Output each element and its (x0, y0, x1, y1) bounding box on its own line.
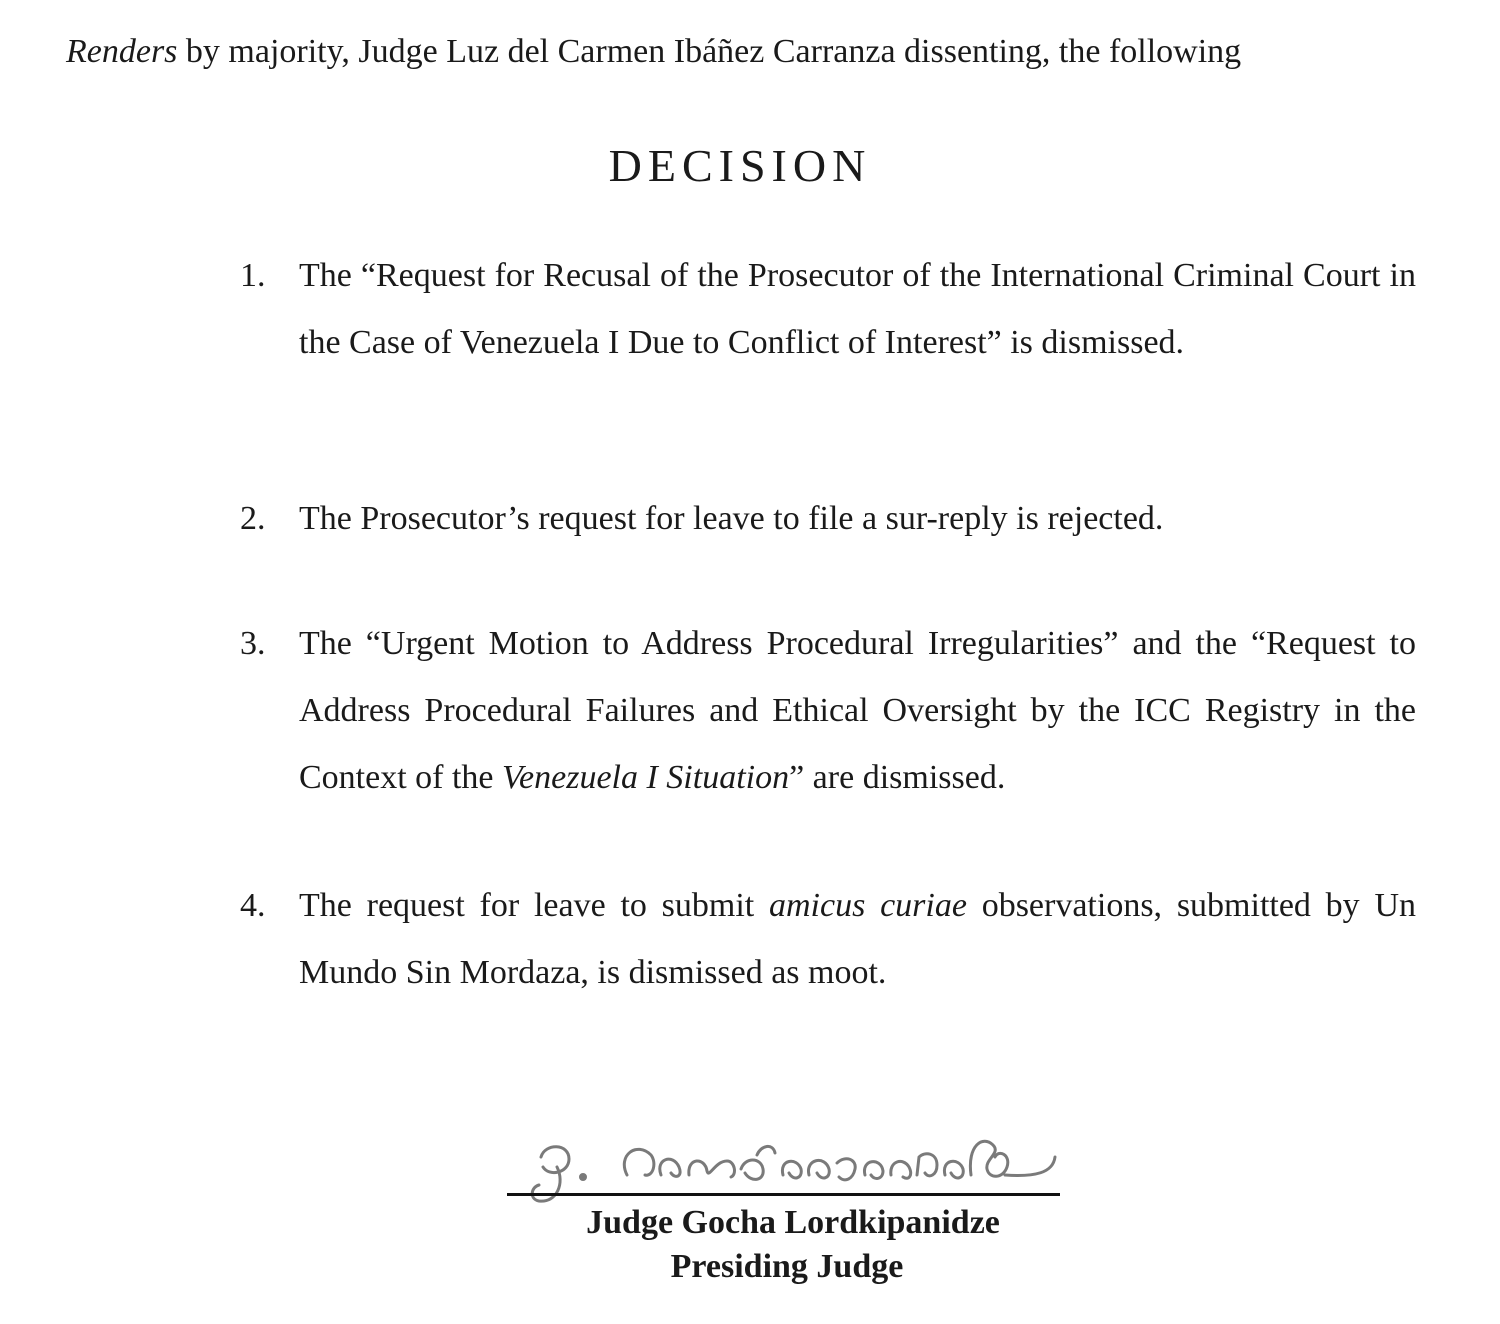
signature-stroke (1005, 1157, 1055, 1175)
decision-item-1 (240, 242, 1416, 376)
item-number: 4. (240, 887, 266, 924)
decision-heading: DECISION (608, 140, 872, 191)
signature-block (505, 1105, 1065, 1305)
signature-line (507, 1193, 1060, 1196)
intro-paragraph (66, 28, 1418, 76)
item-text-before: The request for leave to submit (299, 887, 769, 924)
intro-text: by majority, Judge Luz del Carmen Ibáñez Carranza dissenting, the following (177, 33, 1242, 70)
signature-stroke (581, 1175, 586, 1180)
decision-item-3 (240, 610, 1416, 811)
item-number: 3. (240, 625, 266, 662)
judge-title: Presiding Judge (670, 1248, 904, 1285)
item-text-before: The “Urgent Motion to Address Procedural Irregularities” and the “Request to Address Procedural Failures and Ethical Oversight by the ICC Registry in the Context of the (299, 625, 1416, 796)
item-text-after: ” are dismissed. (789, 759, 1006, 796)
item-text-italic: Venezuela I Situation (502, 759, 790, 796)
signature-stroke (624, 1141, 1008, 1180)
item-text: The “Request for Recusal of the Prosecutor of the International Criminal Court in the Case of Venezuela I Due to Conflict of Interest” is dismissed. (299, 257, 1416, 361)
item-text: The Prosecutor’s request for leave to file a sur-reply is rejected. (299, 500, 1164, 537)
decision-item-4 (240, 872, 1416, 1006)
item-text (299, 872, 1416, 1006)
handwritten-signature (505, 1105, 1065, 1205)
item-number: 1. (240, 257, 266, 294)
item-number: 2. (240, 500, 266, 537)
item-text (299, 610, 1416, 811)
item-text-after: observations, submitted by Un Mundo Sin Mordaza, is dismissed as moot. (299, 887, 1416, 991)
intro-italic-lead: Renders (66, 33, 178, 70)
item-text-italic: amicus curiae (768, 887, 967, 924)
decision-item-2 (240, 485, 1416, 552)
judge-name: Judge Gocha Lordkipanidze (586, 1204, 1000, 1241)
